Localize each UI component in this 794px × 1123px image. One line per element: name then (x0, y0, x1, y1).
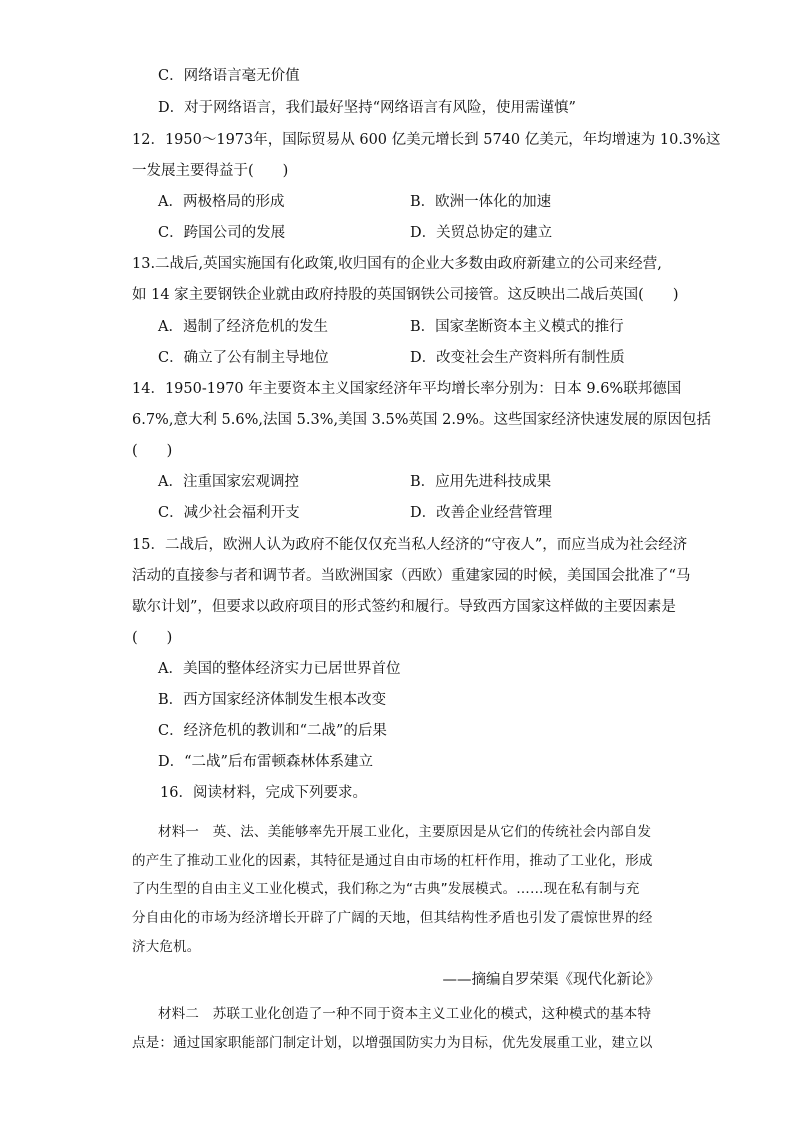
q12-option-d: D．关贸总协定的建立 (410, 225, 553, 241)
q13-option-a: A．遏制了经济危机的发生 (158, 319, 328, 335)
q15-stem-line4: ( ) (132, 630, 173, 646)
material1-source: ——摘编自罗荣渠《现代化新论》 (442, 972, 660, 988)
q13-stem-line2: 如 14 家主要钢铁企业就由政府持股的英国钢铁公司接管。这反映出二战后英国( ) (132, 287, 679, 303)
q12-option-c: C．跨国公司的发展 (158, 225, 286, 241)
q15-option-b: B．西方国家经济体制发生根本改变 (158, 692, 387, 708)
q15-stem-line1: 15．二战后，欧洲人认为政府不能仅仅充当私人经济的“守夜人”，而应当成为社会经济 (132, 537, 688, 553)
q15-option-c: C．经济危机的教训和“二战”的后果 (158, 723, 387, 739)
material2-line1: 材料二 苏联工业化创造了一种不同于资本主义工业化的模式，这种模式的基本特 (158, 1006, 652, 1022)
q14-option-c: C．减少社会福利开支 (158, 505, 300, 521)
material1-line2: 的产生了推动工业化的因素，其特征是通过自由市场的杠杆作用，推动了工业化，形成 (132, 853, 653, 869)
q12-stem-line1: 12．1950～1973年，国际贸易从 600 亿美元增长到 5740 亿美元，年均增速为 10.3%这 (132, 132, 721, 148)
q12-option-a: A．两极格局的形成 (158, 194, 285, 210)
q14-stem-line3: ( ) (132, 443, 173, 459)
q15-stem-line3: 歇尔计划”，但要求以政府项目的形式签约和履行。导致西方国家这样做的主要因素是 (132, 599, 676, 615)
q13-stem-line1: 13.二战后,英国实施国有化政策,收归国有的企业大多数由政府新建立的公司来经营, (132, 256, 662, 272)
q16-intro: 16．阅读材料，完成下列要求。 (160, 785, 367, 801)
material2-line2: 点是：通过国家职能部门制定计划，以增强国防实力为目标，优先发展重工业，建立以 (132, 1035, 653, 1051)
q13-option-d: D．改变社会生产资料所有制性质 (410, 350, 625, 366)
material1-line4: 分自由化的市场为经济增长开辟了广阔的天地，但其结构性矛盾也引发了震惊世界的经 (132, 910, 653, 926)
q14-stem-line2: 6.7%,意大利 5.6%,法国 5.3%,美国 3.5%英国 2.9%。这些国家经济快速发展的原因包括 (132, 412, 711, 428)
q15-option-a: A．美国的整体经济实力已居世界首位 (158, 661, 401, 677)
q12-stem-line2: 一发展主要得益于( ) (132, 163, 289, 179)
material1-line1: 材料一 英、法、美能够率先开展工业化，主要原因是从它们的传统社会内部自发 (158, 824, 652, 840)
q14-option-b: B．应用先进科技成果 (410, 474, 552, 490)
q13-option-c: C．确立了公有制主导地位 (158, 350, 329, 366)
q13-option-b: B．国家垄断资本主义模式的推行 (410, 319, 624, 335)
q14-option-a: A．注重国家宏观调控 (158, 474, 299, 490)
material1-line5: 济大危机。 (132, 939, 201, 955)
q11-option-d: D．对于网络语言，我们最好坚持“网络语言有风险，使用需谨慎” (158, 100, 576, 116)
material1-line3: 了内生型的自由主义工业化模式，我们称之为“古典”发展模式。……现在私有制与充 (132, 881, 640, 897)
q15-stem-line2: 活动的直接参与者和调节者。当欧洲国家（西欧）重建家园的时候，美国国会批准了“马 (132, 568, 691, 584)
q11-option-c: C．网络语言毫无价值 (158, 68, 300, 84)
q14-option-d: D．改善企业经营管理 (410, 505, 553, 521)
q14-stem-line1: 14．1950-1970 年主要资本主义国家经济年平均增长率分别为：日本 9.6%联邦德国 (132, 381, 682, 397)
q12-option-b: B．欧洲一体化的加速 (410, 194, 552, 210)
q15-option-d: D．“二战”后布雷顿森林体系建立 (158, 754, 373, 770)
